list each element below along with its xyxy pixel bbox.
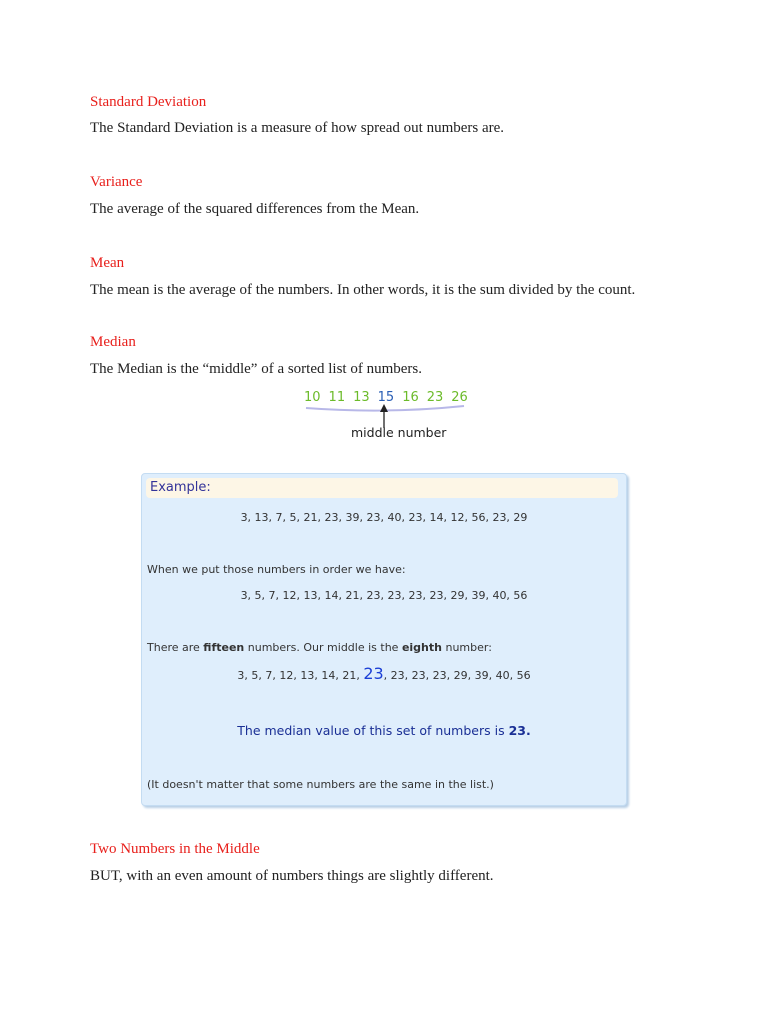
median-text: The Median is the “middle” of a sorted list of numbers. xyxy=(90,361,422,377)
order-intro: When we put those numbers in order we have: xyxy=(147,563,406,576)
conclusion-text: The median value of this set of numbers is xyxy=(237,723,509,738)
example-box xyxy=(141,473,627,806)
sorted-highlighted xyxy=(142,664,626,683)
heading-variance: Variance xyxy=(90,174,143,190)
diagram-number: 10 xyxy=(304,390,321,405)
standard-deviation-text: The Standard Deviation is a measure of how spread out numbers are. xyxy=(90,120,505,136)
sorted-after: , 23, 23, 23, 29, 39, 40, 56 xyxy=(383,669,531,682)
mean-text: The mean is the average of the numbers. In other words, it is the sum divided by the count. xyxy=(90,282,636,298)
diagram-number: 11 xyxy=(328,390,346,405)
heading-standard-deviation: Standard Deviation xyxy=(90,94,207,110)
conclusion xyxy=(142,723,626,738)
diagram-number: 16 xyxy=(402,390,419,405)
diagram-number: 23 xyxy=(426,390,444,405)
heading-mean: Mean xyxy=(90,255,125,271)
diagram-caption: middle number xyxy=(351,425,447,440)
diagram-number: 13 xyxy=(353,390,370,405)
diagram-number: 26 xyxy=(451,390,468,405)
middle-value: 23 xyxy=(363,664,384,683)
diagram-numbers xyxy=(304,390,476,405)
count-eighth: eighth xyxy=(401,641,442,654)
count-post: number: xyxy=(441,641,492,654)
count-pre: There are xyxy=(147,641,204,654)
example-title: Example: xyxy=(146,478,618,498)
two-numbers-text: BUT, with an even amount of numbers things are slightly different. xyxy=(90,868,494,884)
heading-two-numbers-middle: Two Numbers in the Middle xyxy=(90,841,260,857)
sorted-list: 3, 5, 7, 12, 13, 14, 21, 23, 23, 23, 23, 29, 39, 40, 56 xyxy=(240,589,528,602)
count-fifteen: fifteen xyxy=(203,641,245,654)
example-note: (It doesn't matter that some numbers are the same in the list.) xyxy=(147,778,494,791)
median-diagram xyxy=(296,388,476,448)
sorted-before: 3, 5, 7, 12, 13, 14, 21, xyxy=(237,669,364,682)
count-mid: numbers. Our middle is the xyxy=(244,641,402,654)
variance-text: The average of the squared differences from the Mean. xyxy=(90,201,420,217)
conclusion-value: 23. xyxy=(508,723,531,738)
example-list: 3, 13, 7, 5, 21, 23, 39, 23, 40, 23, 14, 12, 56, 23, 29 xyxy=(240,511,528,524)
heading-median: Median xyxy=(90,334,136,350)
diagram-number: 15 xyxy=(377,390,395,405)
count-sentence xyxy=(147,641,492,654)
